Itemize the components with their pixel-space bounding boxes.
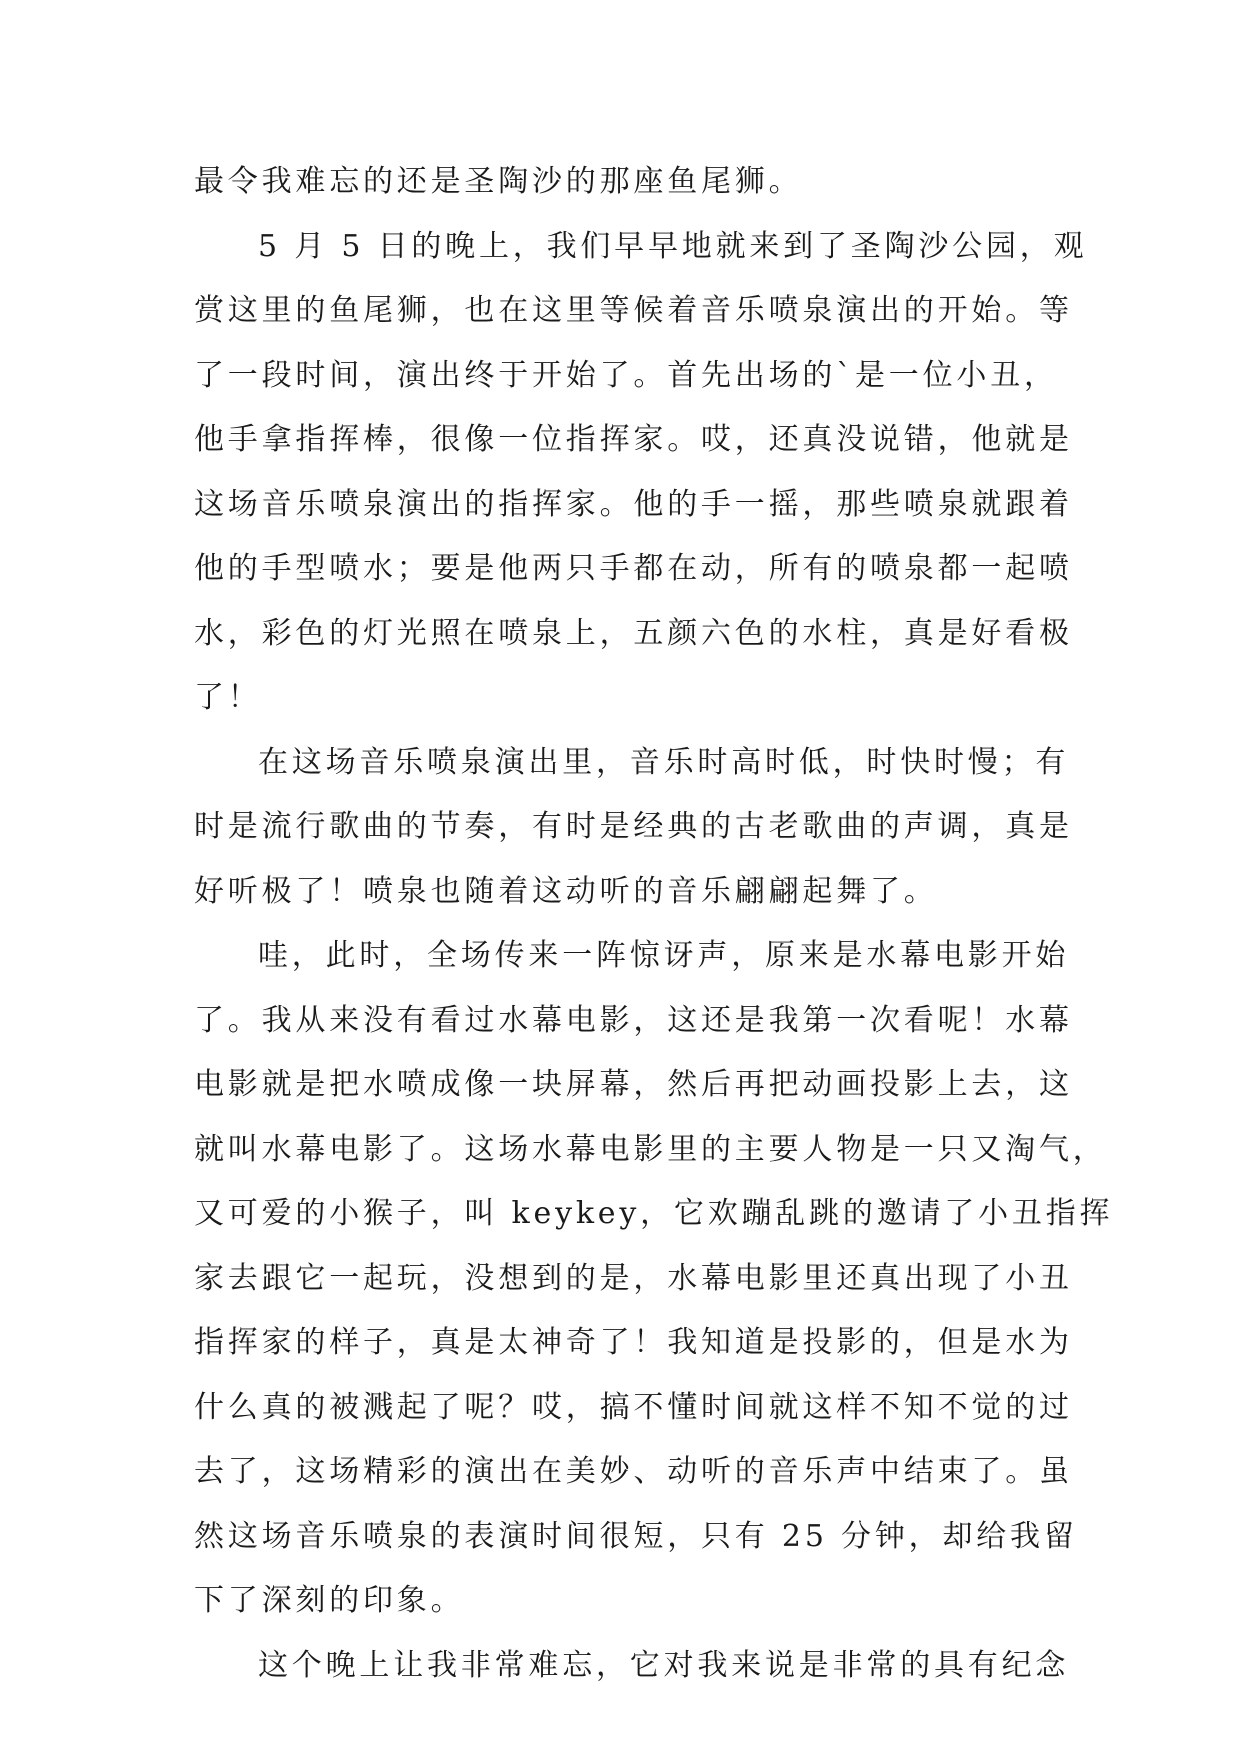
text-line: 在这场音乐喷泉演出里，音乐时高时低，时快时慢；有: [258, 744, 1070, 780]
text-line: 这场音乐喷泉演出的指挥家。他的手一摇，那些喷泉就跟着: [194, 486, 1073, 522]
text-line: 水，彩色的灯光照在喷泉上，五颜六色的水柱，真是好看极: [194, 615, 1073, 651]
text-line: 好听极了！喷泉也随着这动听的音乐翩翩起舞了。: [194, 873, 938, 909]
document-page: [194, 150, 1114, 1698]
text-line: 家去跟它一起玩，没想到的是，水幕电影里还真出现了小丑: [194, 1260, 1073, 1296]
text-line: 了！: [194, 680, 262, 715]
text-line: 5 月 5 日的晚上，我们早早地就来到了圣陶沙公园，观: [258, 228, 1088, 264]
text-line: 他的手型喷水；要是他两只手都在动，所有的喷泉都一起喷: [194, 551, 1073, 586]
text-line: 电影就是把水喷成像一块屏幕，然后再把动画投影上去，这: [194, 1067, 1073, 1102]
text-line: 赏这里的鱼尾狮，也在这里等候着音乐喷泉演出的开始。等: [194, 293, 1073, 328]
text-line: 又可爱的小猴子，叫 keykey，它欢蹦乱跳的邀请了小丑指挥: [194, 1196, 1114, 1231]
text-line: 然这场音乐喷泉的表演时间很短，只有 25 分钟，却给我留: [194, 1518, 1078, 1554]
text-line: 什么真的被溅起了呢？哎，搞不懂时间就这样不知不觉的过: [194, 1389, 1073, 1425]
text-line: 了一段时间，演出终于开始了。首先出场的`是一位小丑，: [194, 357, 1058, 393]
text-line: 这个晚上让我非常难忘，它对我来说是非常的具有纪念: [258, 1647, 1070, 1683]
text-line: 了。我从来没有看过水幕电影，这还是我第一次看呢！水幕: [194, 1002, 1073, 1038]
text-line: 下了深刻的印象。: [194, 1583, 465, 1618]
text-line: 最令我难忘的还是圣陶沙的那座鱼尾狮。: [194, 164, 803, 199]
text-line: 哇，此时，全场传来一阵惊讶声，原来是水幕电影开始: [258, 938, 1070, 973]
text-line: 指挥家的样子，真是太神奇了！我知道是投影的，但是水为: [194, 1325, 1073, 1360]
text-line: 就叫水幕电影了。这场水幕电影里的主要人物是一只又淘气，: [194, 1131, 1107, 1167]
text-line: 时是流行歌曲的节奏，有时是经典的古老歌曲的声调，真是: [194, 809, 1073, 844]
text-line: 去了，这场精彩的演出在美妙、动听的音乐声中结束了。虽: [194, 1454, 1073, 1489]
text-line: 他手拿指挥棒，很像一位指挥家。哎，还真没说错，他就是: [194, 422, 1073, 457]
